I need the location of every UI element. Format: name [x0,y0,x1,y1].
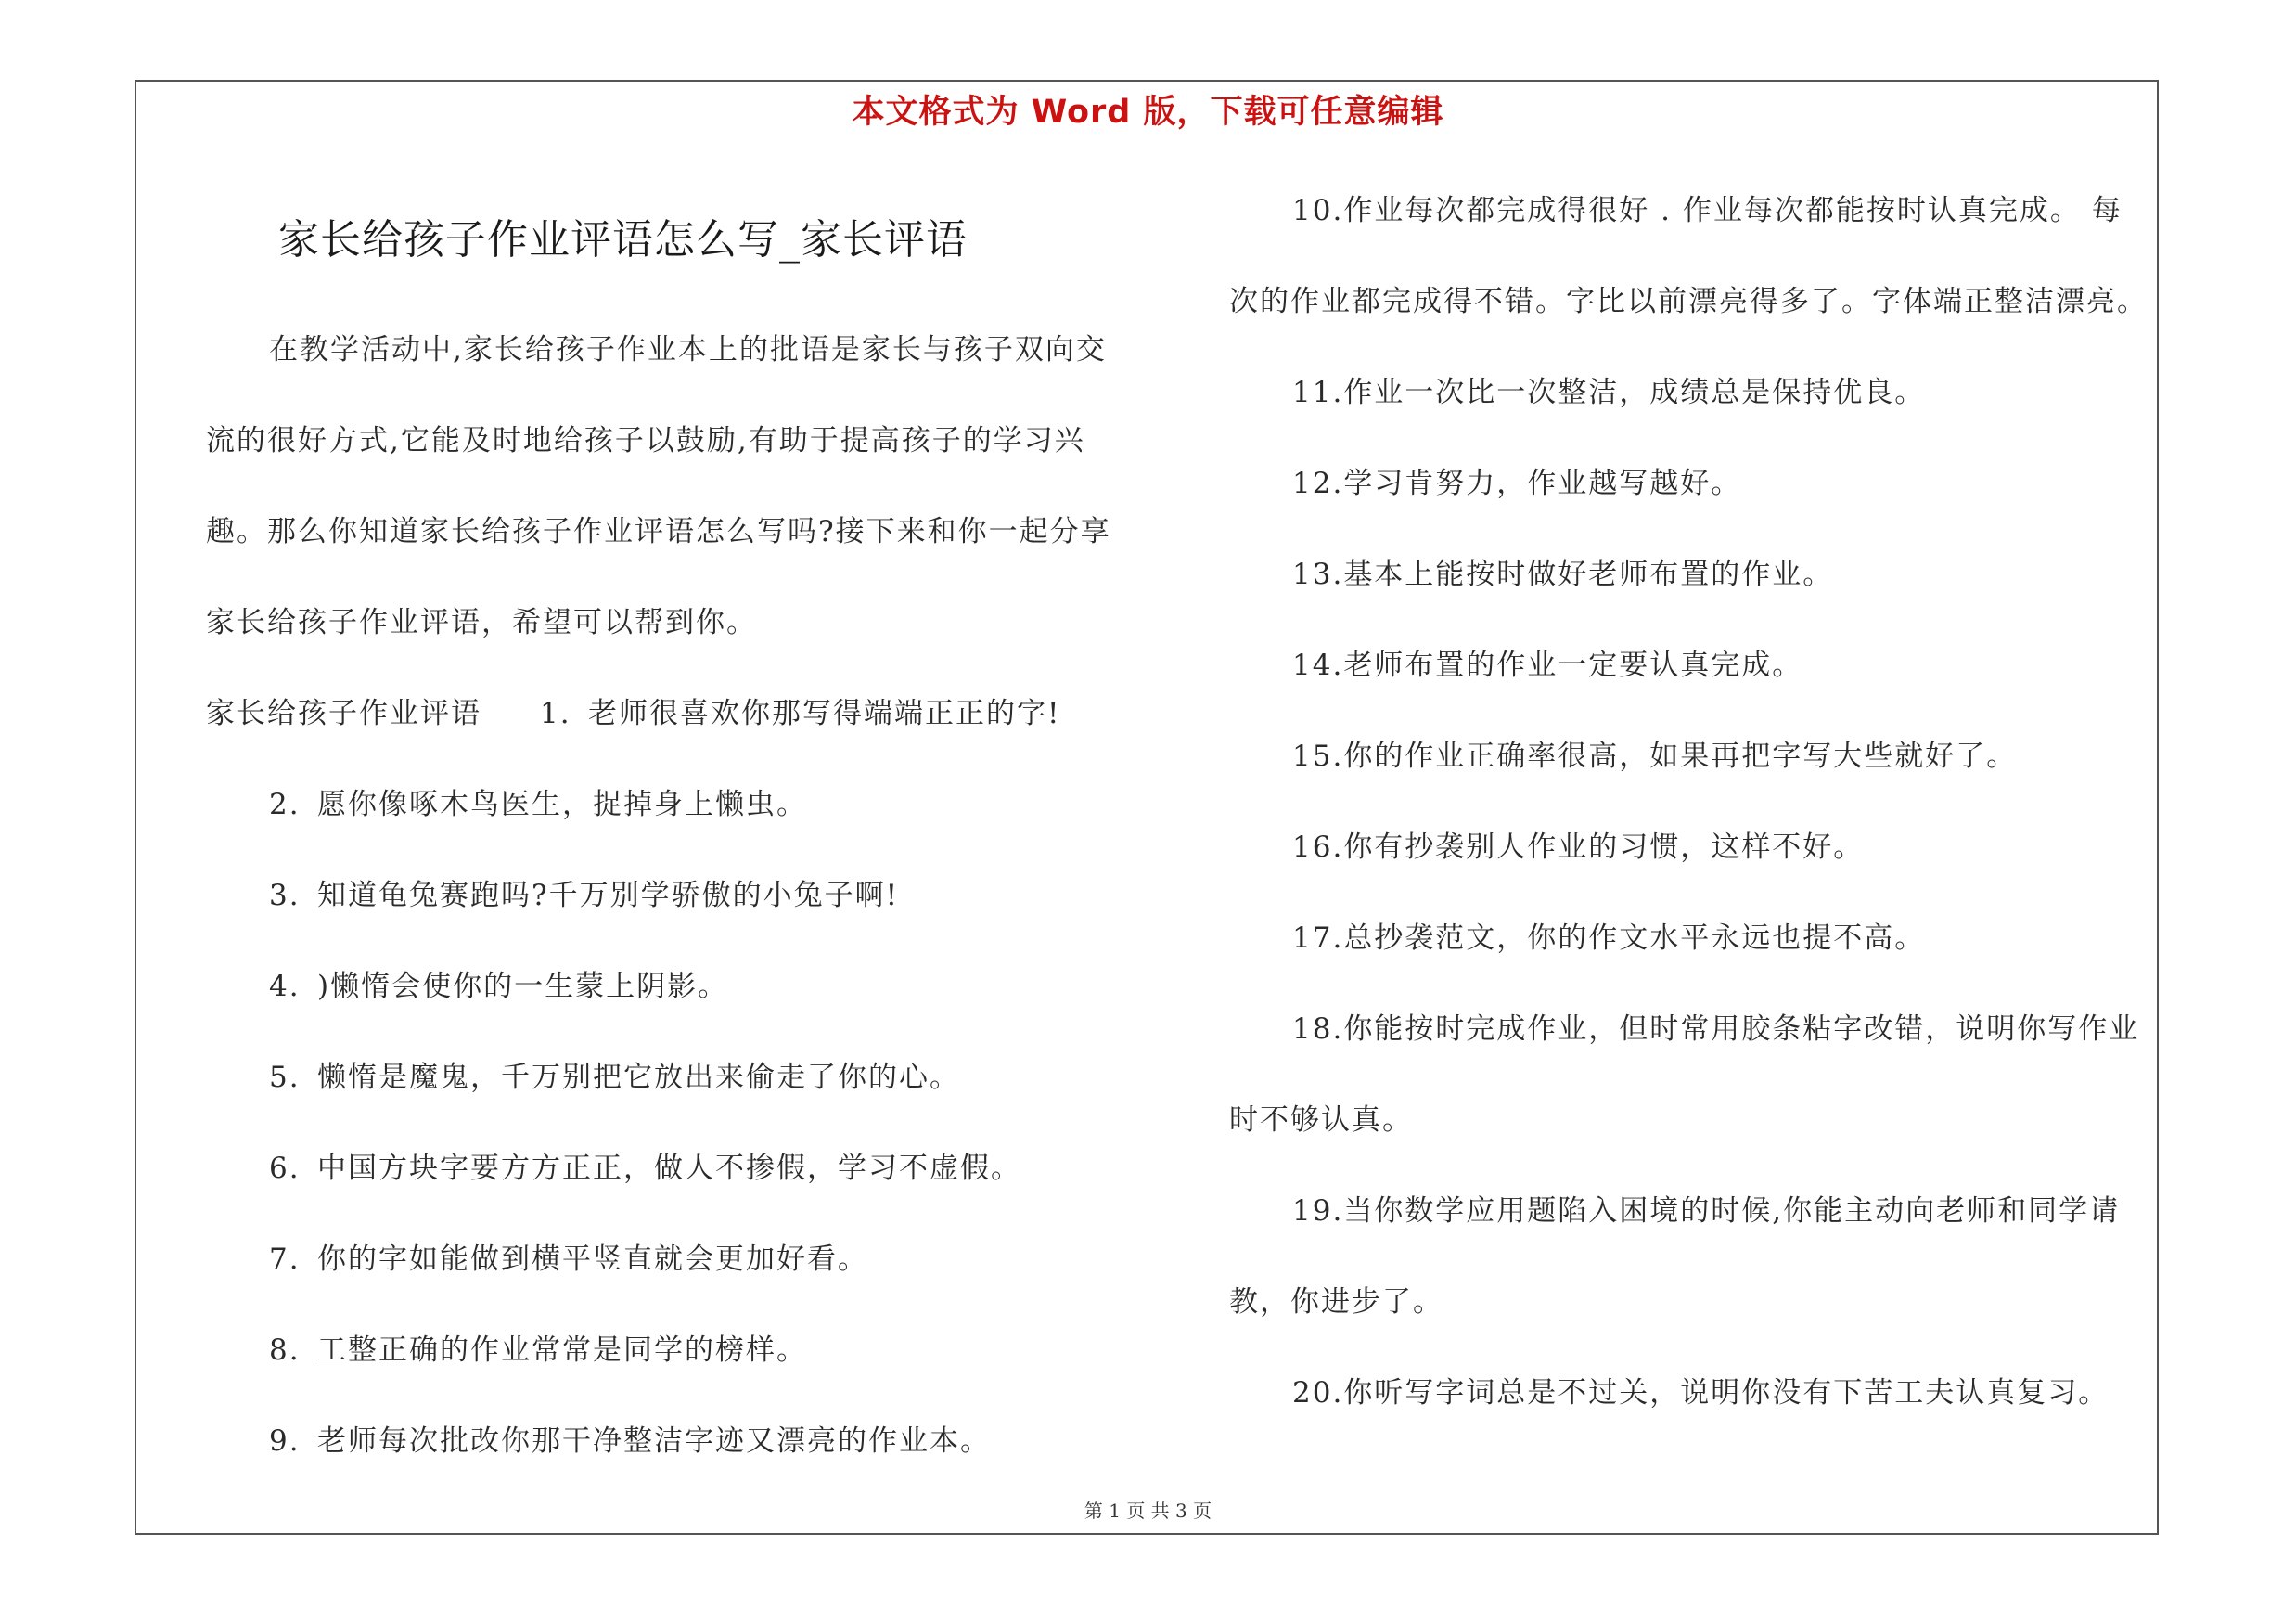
item-number: 19. [1292,1194,1344,1228]
item-text: 你能按时完成作业，但时常用胶条粘字改错，说明你写作业 [1343,1012,2140,1046]
comment-item [1229,1347,2157,1438]
item-number: 20. [1292,1376,1344,1410]
comment-item [206,1214,1120,1305]
item-number: 5. [269,1061,301,1094]
comment-item [1229,984,2157,1075]
right-column [1229,165,2157,1438]
comment-item [1229,802,2157,893]
item-text: )懒惰会使你的一生蒙上阴影。 [317,970,729,1003]
item-text: 作业一次比一次整洁，成绩总是保持优良。 [1343,376,1926,409]
comment-item [1229,347,2157,438]
item-text: 工整正确的作业常常是同学的榜样。 [317,1333,807,1367]
item-number: 16. [1292,831,1344,864]
comment-continuation: 教，你进步了。 [1229,1285,1443,1319]
item-text: 中国方块字要方方正正，做人不掺假，学习不虚假。 [317,1152,1021,1185]
comment-item [206,668,1120,759]
item-text: 你的字如能做到横平竖直就会更加好看。 [317,1243,868,1276]
comment-item [1229,620,2157,711]
item-text: 你听写字词总是不过关，说明你没有下苦工夫认真复习。 [1343,1376,2110,1410]
comment-item [206,850,1120,941]
item-number: 14. [1292,649,1344,682]
item-number: 10. [1292,194,1344,227]
item-number: 11. [1292,376,1344,409]
comment-item [206,941,1120,1032]
item-text: 老师很喜欢你那写得端端正正的字! [588,697,1061,730]
item-text: 懒惰是魔鬼，千万别把它放出来偷走了你的心。 [317,1061,960,1094]
item-text: 老师布置的作业一定要认真完成。 [1343,649,1803,682]
comment-item [1229,165,2157,256]
intro-line: 趣。那么你知道家长给孩子作业评语怎么写吗?接下来和你一起分享 [206,515,1111,548]
comment-item [1229,438,2157,529]
word-format-banner: 本文格式为 Word 版，下载可任意编辑 [852,94,1444,131]
item-number: 8. [269,1333,301,1367]
intro-line: 家长给孩子作业评语，希望可以帮到你。 [206,606,757,639]
item-text: 知道龟兔赛跑吗?千万别学骄傲的小兔子啊! [317,879,900,912]
item-number: 1. [540,697,571,730]
item-number: 12. [1292,467,1344,500]
item-number: 15. [1292,740,1344,773]
item-text: 作业每次都完成得很好 . 作业每次都能按时认真完成。 每 [1343,194,2123,227]
comment-item [1229,1166,2157,1256]
page-footer: 第 1 页 共 3 页 [1084,1500,1212,1522]
comment-item [1229,529,2157,620]
item-text: 基本上能按时做好老师布置的作业。 [1343,558,1834,591]
item-number: 17. [1292,921,1344,955]
comment-continuation: 次的作业都完成得不错。字比以前漂亮得多了。字体端正整洁漂亮。 [1229,285,2148,318]
comment-item [206,1123,1120,1214]
left-column [206,304,1120,1487]
comment-item [206,1305,1120,1396]
item-text: 当你数学应用题陷入困境的时候,你能主动向老师和同学请 [1343,1194,2121,1228]
item-number: 9. [269,1424,301,1458]
item-number: 4. [269,970,301,1003]
comment-item [206,1032,1120,1123]
comment-item [206,1396,1120,1487]
item-text: 愿你像啄木鸟医生，捉掉身上懒虫。 [317,788,807,821]
item-number: 13. [1292,558,1344,591]
item-number: 6. [269,1152,301,1185]
comment-item [1229,711,2157,802]
item-number: 7. [269,1243,301,1276]
item-number: 18. [1292,1012,1344,1046]
item-number: 3. [269,879,301,912]
item-text: 你有抄袭别人作业的习惯，这样不好。 [1343,831,1865,864]
comment-item [206,759,1120,850]
comment-item [1229,893,2157,984]
intro-line: 在教学活动中,家长给孩子作业本上的批语是家长与孩子双向交 [269,333,1107,367]
document-title: 家长给孩子作业评语怎么写_家长评语 [278,216,968,264]
comment-continuation: 时不够认真。 [1229,1103,1413,1137]
intro-line: 流的很好方式,它能及时地给孩子以鼓励,有助于提高孩子的学习兴 [206,424,1085,457]
item-text: 你的作业正确率很高，如果再把字写大些就好了。 [1343,740,2018,773]
item-text: 老师每次批改你那干净整洁字迹又漂亮的作业本。 [317,1424,991,1458]
item-text: 学习肯努力，作业越写越好。 [1343,467,1742,500]
section-heading: 家长给孩子作业评语 [206,697,481,730]
item-text: 总抄袭范文，你的作文水平永远也提不高。 [1343,921,1926,955]
item-number: 2. [269,788,301,821]
